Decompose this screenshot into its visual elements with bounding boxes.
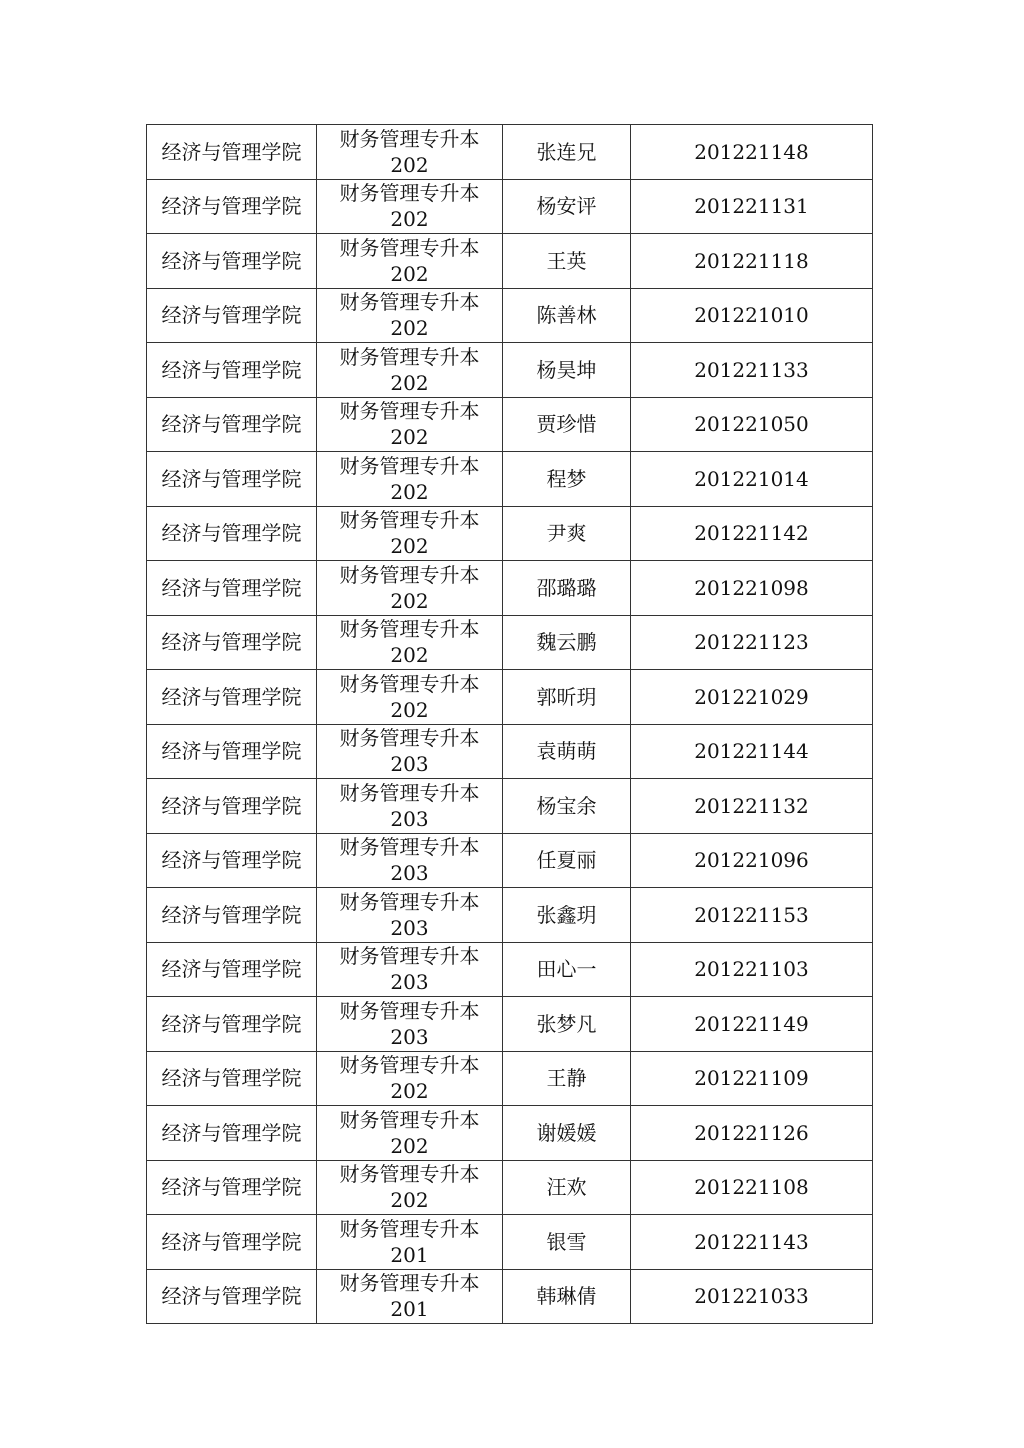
table-row <box>147 615 873 670</box>
table-row <box>147 179 873 234</box>
student-name-cell: 银雪 <box>503 1215 631 1270</box>
class-cell <box>317 506 503 561</box>
major-text: 财务管理专升本 <box>339 126 480 151</box>
table-row <box>147 997 873 1052</box>
college-cell: 经济与管理学院 <box>147 833 317 888</box>
class-cell <box>317 452 503 507</box>
class-cell <box>317 888 503 943</box>
student-name-cell: 杨安评 <box>503 179 631 234</box>
student-roster-table <box>146 124 873 1324</box>
college-cell: 经济与管理学院 <box>147 942 317 997</box>
student-name-cell: 田心一 <box>503 942 631 997</box>
college-cell: 经济与管理学院 <box>147 1051 317 1106</box>
major-text: 财务管理专升本 <box>339 1107 480 1132</box>
major-text: 财务管理专升本 <box>339 1053 480 1078</box>
class-cell <box>317 125 503 180</box>
student-name-cell: 张鑫玥 <box>503 888 631 943</box>
class-number-text: 202 <box>390 1133 429 1158</box>
student-id-cell: 201221142 <box>631 506 873 561</box>
student-id-cell: 201221153 <box>631 888 873 943</box>
college-cell: 经济与管理学院 <box>147 615 317 670</box>
class-number-text: 202 <box>390 1079 429 1104</box>
student-id-cell: 201221133 <box>631 343 873 398</box>
table-row <box>147 670 873 725</box>
class-number-text: 203 <box>390 861 429 886</box>
major-text: 财务管理专升本 <box>339 235 480 260</box>
college-cell: 经济与管理学院 <box>147 670 317 725</box>
major-text: 财务管理专升本 <box>339 1216 480 1241</box>
student-id-cell: 201221144 <box>631 724 873 779</box>
college-cell: 经济与管理学院 <box>147 997 317 1052</box>
major-text: 财务管理专升本 <box>339 1271 480 1296</box>
table-row <box>147 288 873 343</box>
student-id-cell: 201221108 <box>631 1160 873 1215</box>
class-cell <box>317 942 503 997</box>
class-cell <box>317 397 503 452</box>
class-number-text: 202 <box>390 588 429 613</box>
class-cell <box>317 997 503 1052</box>
student-name-cell: 尹爽 <box>503 506 631 561</box>
table-row <box>147 1215 873 1270</box>
table-row <box>147 452 873 507</box>
class-cell <box>317 179 503 234</box>
student-name-cell: 韩琳倩 <box>503 1269 631 1324</box>
class-number-text: 203 <box>390 752 429 777</box>
student-id-cell: 201221096 <box>631 833 873 888</box>
college-cell: 经济与管理学院 <box>147 1106 317 1161</box>
class-number-text: 202 <box>390 643 429 668</box>
major-text: 财务管理专升本 <box>339 780 480 805</box>
college-cell: 经济与管理学院 <box>147 343 317 398</box>
major-text: 财务管理专升本 <box>339 835 480 860</box>
student-id-cell: 201221010 <box>631 288 873 343</box>
table-row <box>147 506 873 561</box>
college-cell: 经济与管理学院 <box>147 397 317 452</box>
class-number-text: 202 <box>390 316 429 341</box>
student-name-cell: 杨宝余 <box>503 779 631 834</box>
major-text: 财务管理专升本 <box>339 1162 480 1187</box>
table-row <box>147 234 873 289</box>
student-name-cell: 汪欢 <box>503 1160 631 1215</box>
class-cell <box>317 1106 503 1161</box>
college-cell: 经济与管理学院 <box>147 724 317 779</box>
student-name-cell: 杨昊坤 <box>503 343 631 398</box>
college-cell: 经济与管理学院 <box>147 1269 317 1324</box>
class-cell <box>317 615 503 670</box>
class-cell <box>317 779 503 834</box>
table-row <box>147 561 873 616</box>
major-text: 财务管理专升本 <box>339 344 480 369</box>
major-text: 财务管理专升本 <box>339 290 480 315</box>
class-cell <box>317 724 503 779</box>
table-row <box>147 779 873 834</box>
table-row <box>147 1269 873 1324</box>
student-name-cell: 张梦凡 <box>503 997 631 1052</box>
student-id-cell: 201221109 <box>631 1051 873 1106</box>
major-text: 财务管理专升本 <box>339 617 480 642</box>
college-cell: 经济与管理学院 <box>147 561 317 616</box>
college-cell: 经济与管理学院 <box>147 506 317 561</box>
major-text: 财务管理专升本 <box>339 562 480 587</box>
table-row <box>147 1160 873 1215</box>
table-row <box>147 125 873 180</box>
student-id-cell: 201221050 <box>631 397 873 452</box>
student-id-cell: 201221126 <box>631 1106 873 1161</box>
class-cell <box>317 1215 503 1270</box>
college-cell: 经济与管理学院 <box>147 452 317 507</box>
class-number-text: 201 <box>390 1242 429 1267</box>
major-text: 财务管理专升本 <box>339 508 480 533</box>
table-row <box>147 1106 873 1161</box>
class-cell <box>317 1269 503 1324</box>
major-text: 财务管理专升本 <box>339 671 480 696</box>
student-name-cell: 程梦 <box>503 452 631 507</box>
class-number-text: 202 <box>390 697 429 722</box>
student-name-cell: 王英 <box>503 234 631 289</box>
college-cell: 经济与管理学院 <box>147 1160 317 1215</box>
class-number-text: 202 <box>390 261 429 286</box>
student-id-cell: 201221148 <box>631 125 873 180</box>
class-cell <box>317 288 503 343</box>
class-cell <box>317 234 503 289</box>
student-name-cell: 陈善林 <box>503 288 631 343</box>
major-text: 财务管理专升本 <box>339 998 480 1023</box>
college-cell: 经济与管理学院 <box>147 288 317 343</box>
student-name-cell: 任夏丽 <box>503 833 631 888</box>
student-id-cell: 201221103 <box>631 942 873 997</box>
student-id-cell: 201221143 <box>631 1215 873 1270</box>
student-id-cell: 201221118 <box>631 234 873 289</box>
table-row <box>147 833 873 888</box>
student-name-cell: 袁萌萌 <box>503 724 631 779</box>
college-cell: 经济与管理学院 <box>147 779 317 834</box>
class-number-text: 201 <box>390 1297 429 1322</box>
student-name-cell: 邵璐璐 <box>503 561 631 616</box>
class-number-text: 202 <box>390 370 429 395</box>
student-name-cell: 贾珍惜 <box>503 397 631 452</box>
student-name-cell: 魏云鹏 <box>503 615 631 670</box>
student-id-cell: 201221014 <box>631 452 873 507</box>
major-text: 财务管理专升本 <box>339 453 480 478</box>
college-cell: 经济与管理学院 <box>147 888 317 943</box>
major-text: 财务管理专升本 <box>339 181 480 206</box>
student-id-cell: 201221098 <box>631 561 873 616</box>
table-row <box>147 343 873 398</box>
student-id-cell: 201221131 <box>631 179 873 234</box>
college-cell: 经济与管理学院 <box>147 179 317 234</box>
class-number-text: 203 <box>390 1024 429 1049</box>
major-text: 财务管理专升本 <box>339 944 480 969</box>
major-text: 财务管理专升本 <box>339 889 480 914</box>
class-number-text: 203 <box>390 806 429 831</box>
student-id-cell: 201221149 <box>631 997 873 1052</box>
class-cell <box>317 1051 503 1106</box>
student-name-cell: 王静 <box>503 1051 631 1106</box>
table-row <box>147 724 873 779</box>
student-id-cell: 201221033 <box>631 1269 873 1324</box>
class-number-text: 202 <box>390 479 429 504</box>
major-text: 财务管理专升本 <box>339 726 480 751</box>
student-name-cell: 张连兄 <box>503 125 631 180</box>
college-cell: 经济与管理学院 <box>147 1215 317 1270</box>
table-row <box>147 1051 873 1106</box>
class-number-text: 203 <box>390 970 429 995</box>
major-text: 财务管理专升本 <box>339 399 480 424</box>
class-number-text: 203 <box>390 915 429 940</box>
class-number-text: 202 <box>390 534 429 559</box>
table-row <box>147 942 873 997</box>
student-id-cell: 201221029 <box>631 670 873 725</box>
class-number-text: 202 <box>390 1188 429 1213</box>
class-cell <box>317 670 503 725</box>
college-cell: 经济与管理学院 <box>147 234 317 289</box>
class-number-text: 202 <box>390 152 429 177</box>
class-number-text: 202 <box>390 207 429 232</box>
student-name-cell: 谢媛媛 <box>503 1106 631 1161</box>
student-id-cell: 201221123 <box>631 615 873 670</box>
college-cell: 经济与管理学院 <box>147 125 317 180</box>
class-cell <box>317 833 503 888</box>
table-row <box>147 888 873 943</box>
student-name-cell: 郭昕玥 <box>503 670 631 725</box>
student-id-cell: 201221132 <box>631 779 873 834</box>
roster-body <box>147 125 873 1324</box>
table-row <box>147 397 873 452</box>
class-cell <box>317 561 503 616</box>
class-cell <box>317 343 503 398</box>
class-number-text: 202 <box>390 425 429 450</box>
class-cell <box>317 1160 503 1215</box>
